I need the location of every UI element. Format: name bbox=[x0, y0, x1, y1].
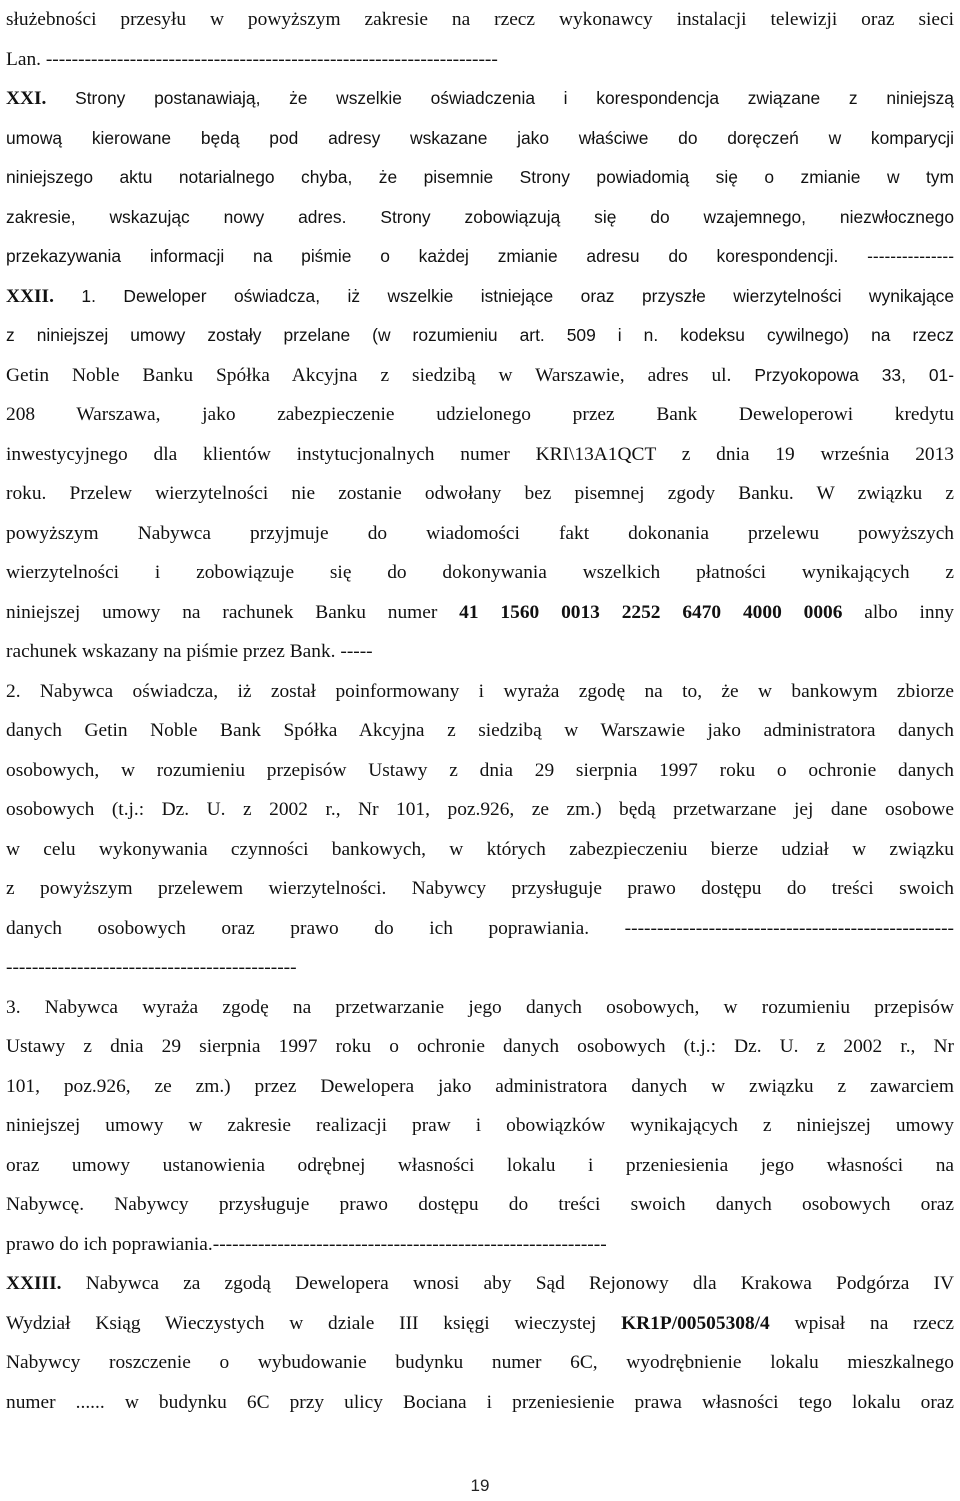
text-segment: albo inny bbox=[842, 601, 954, 623]
text-segment: 2. Nabywca oświadcza, iż został poinformowany i wyraża zgodę na to, że w bankowym zbiorze bbox=[6, 680, 954, 702]
text-line bbox=[6, 1027, 954, 1067]
text-segment: przekazywania informacji na piśmie o każdej zmianie adresu do korespondencji. --------------- bbox=[6, 246, 954, 266]
text-line bbox=[6, 553, 954, 593]
text-segment: niniejszej umowy w zakresie realizacji praw i obowiązków wynikających z niniejszej umowy bbox=[6, 1115, 954, 1136]
text-segment: prawo do ich poprawiania.------------------------------------------------------------- bbox=[6, 1233, 607, 1255]
text-segment: Nabywcy roszczenie o wybudowanie budynku numer 6C, wyodrębnienie lokalu mieszkalnego bbox=[6, 1352, 954, 1373]
text-segment: oraz umowy ustanowienia odrębnej własności lokalu i przeniesienia jego własności na bbox=[6, 1154, 954, 1176]
text-segment: Przyokopowa 33, 01- bbox=[731, 364, 954, 385]
text-segment: 101, poz.926, ze zm.) przez Dewelopera jako administratora danych w związku z zawarciem bbox=[6, 1075, 954, 1097]
text-line bbox=[6, 356, 954, 396]
text-segment: wierzytelności i zobowiązuje się do dokonywania wszelkich płatności wynikających z bbox=[6, 562, 954, 583]
text-line bbox=[6, 988, 954, 1028]
text-segment: Strony postanawiają, że wszelkie oświadczenia i korespondencja związane z niniejszą bbox=[75, 88, 954, 108]
text-segment bbox=[46, 88, 75, 108]
text-line bbox=[6, 1383, 954, 1423]
text-segment: rachunek wskazany na piśmie przez Bank. ----- bbox=[6, 641, 373, 662]
text-line bbox=[6, 79, 954, 119]
text-segment: niniejszej umowy na rachunek Banku numer bbox=[6, 601, 460, 623]
text-line bbox=[6, 435, 954, 475]
text-segment: wpisał na rzecz bbox=[769, 1312, 954, 1334]
text-segment: roku. Przelew wierzytelności nie zostanie odwołany bez pisemnej zgody Banku. W związku z bbox=[6, 483, 954, 504]
text-segment: osobowych, w rozumieniu przepisów Ustawy z dnia 29 sierpnia 1997 roku o ochronie danych bbox=[6, 759, 954, 781]
text-segment: Wydział Ksiąg Wieczystych w dziale III księgi wieczystej bbox=[6, 1312, 622, 1334]
text-segment: 3. Nabywca wyraża zgodę na przetwarzanie jego danych osobowych, w rozumieniu przepisów bbox=[6, 996, 954, 1018]
bold-text: XXII. bbox=[6, 285, 54, 307]
text-segment: z niniejszej umowy zostały przelane (w rozumieniu art. 509 i n. kodeksu cywilnego) na rzecz bbox=[6, 325, 954, 345]
text-line bbox=[6, 711, 954, 751]
body-text bbox=[6, 0, 954, 1422]
bold-text: XXIII. bbox=[6, 1273, 62, 1294]
bold-text: KR1P/00505308/4 bbox=[621, 1312, 770, 1334]
text-line bbox=[6, 909, 954, 949]
text-segment: niniejszego aktu notarialnego chyba, że pisemnie Strony powiadomią się o zmianie w tym bbox=[6, 167, 954, 187]
text-segment: Ustawy z dnia 29 sierpnia 1997 roku o ochronie danych osobowych (t.j.: Dz. U. z 2002 r., Nr bbox=[6, 1036, 954, 1057]
text-line bbox=[6, 1264, 954, 1304]
text-segment: zakresie, wskazując nowy adres. Strony zobowiązują się do wzajemnego, niezwłocznego bbox=[6, 206, 954, 227]
text-segment: powyższym Nabywca przyjmuje do wiadomości fakt dokonania przelewu powyższych bbox=[6, 522, 954, 544]
text-line bbox=[6, 277, 954, 317]
bold-text: XXI. bbox=[6, 88, 47, 109]
text-line bbox=[6, 158, 954, 198]
text-line bbox=[6, 1106, 954, 1146]
text-line bbox=[6, 632, 954, 672]
text-segment: numer ...... w budynku 6C przy ulicy Bociana i przeniesienie prawa własności tego lokalu oraz bbox=[6, 1391, 954, 1413]
page-number: 19 bbox=[470, 1476, 490, 1495]
text-line bbox=[6, 40, 954, 80]
text-segment: Lan. ---------------------------------------------------------------------- bbox=[6, 48, 498, 70]
text-line bbox=[6, 198, 954, 238]
text-segment: danych Getin Noble Bank Spółka Akcyjna z siedzibą w Warszawie jako administratora danych bbox=[6, 720, 954, 741]
text-line bbox=[6, 0, 954, 40]
text-segment: Nabywca za zgodą Dewelopera wnosi aby Sąd Rejonowy dla Krakowa Podgórza IV bbox=[61, 1273, 954, 1294]
text-line bbox=[6, 119, 954, 159]
text-segment: w celu wykonywania czynności bankowych, w których zabezpieczeniu bierze udział w związku bbox=[6, 838, 954, 860]
text-line bbox=[6, 869, 954, 909]
text-segment: inwestycyjnego dla klientów instytucjonalnych numer KRI\13A1QCT z dnia 19 września 2013 bbox=[6, 443, 954, 465]
text-line bbox=[6, 1343, 954, 1383]
text-line bbox=[6, 395, 954, 435]
text-line bbox=[6, 514, 954, 554]
text-line bbox=[6, 1304, 954, 1344]
text-segment: 1. Deweloper oświadcza, iż wszelkie istniejące oraz przyszłe wierzytelności wynikające bbox=[53, 285, 954, 306]
text-segment: --------------------------------------------- bbox=[6, 957, 297, 978]
text-segment: umową kierowane będą pod adresy wskazane jako właściwe do doręczeń w komparycji bbox=[6, 127, 954, 148]
text-line bbox=[6, 316, 954, 356]
text-segment: Nabywcę. Nabywcy przysługuje prawo dostępu do treści swoich danych osobowych oraz bbox=[6, 1194, 954, 1215]
text-segment: z powyższym przelewem wierzytelności. Nabywcy przysługuje prawo dostępu do treści swoich bbox=[6, 878, 954, 899]
text-line bbox=[6, 474, 954, 514]
text-line bbox=[6, 1225, 954, 1265]
text-line bbox=[6, 948, 954, 988]
text-line bbox=[6, 751, 954, 791]
text-segment: 208 Warszawa, jako zabezpieczenie udzielonego przez Bank Deweloperowi kredytu bbox=[6, 404, 954, 425]
text-segment: Getin Noble Banku Spółka Akcyjna z siedzibą w Warszawie, adres ul. bbox=[6, 364, 732, 386]
text-line bbox=[6, 1146, 954, 1186]
text-line bbox=[6, 790, 954, 830]
text-line bbox=[6, 1185, 954, 1225]
text-line bbox=[6, 1067, 954, 1107]
text-segment: służebności przesyłu w powyższym zakresie na rzecz wykonawcy instalacji telewizji oraz sieci bbox=[6, 9, 954, 30]
text-segment: danych osobowych oraz prawo do ich poprawiania. --------------------------------------------------- bbox=[6, 917, 954, 939]
text-line bbox=[6, 237, 954, 277]
text-line bbox=[6, 593, 954, 633]
text-segment: osobowych (t.j.: Dz. U. z 2002 r., Nr 101, poz.926, ze zm.) będą przetwarzane jej dane osobowe bbox=[6, 799, 954, 820]
bold-text: 41 1560 0013 2252 6470 4000 0006 bbox=[459, 601, 843, 623]
text-line bbox=[6, 672, 954, 712]
text-line bbox=[6, 830, 954, 870]
